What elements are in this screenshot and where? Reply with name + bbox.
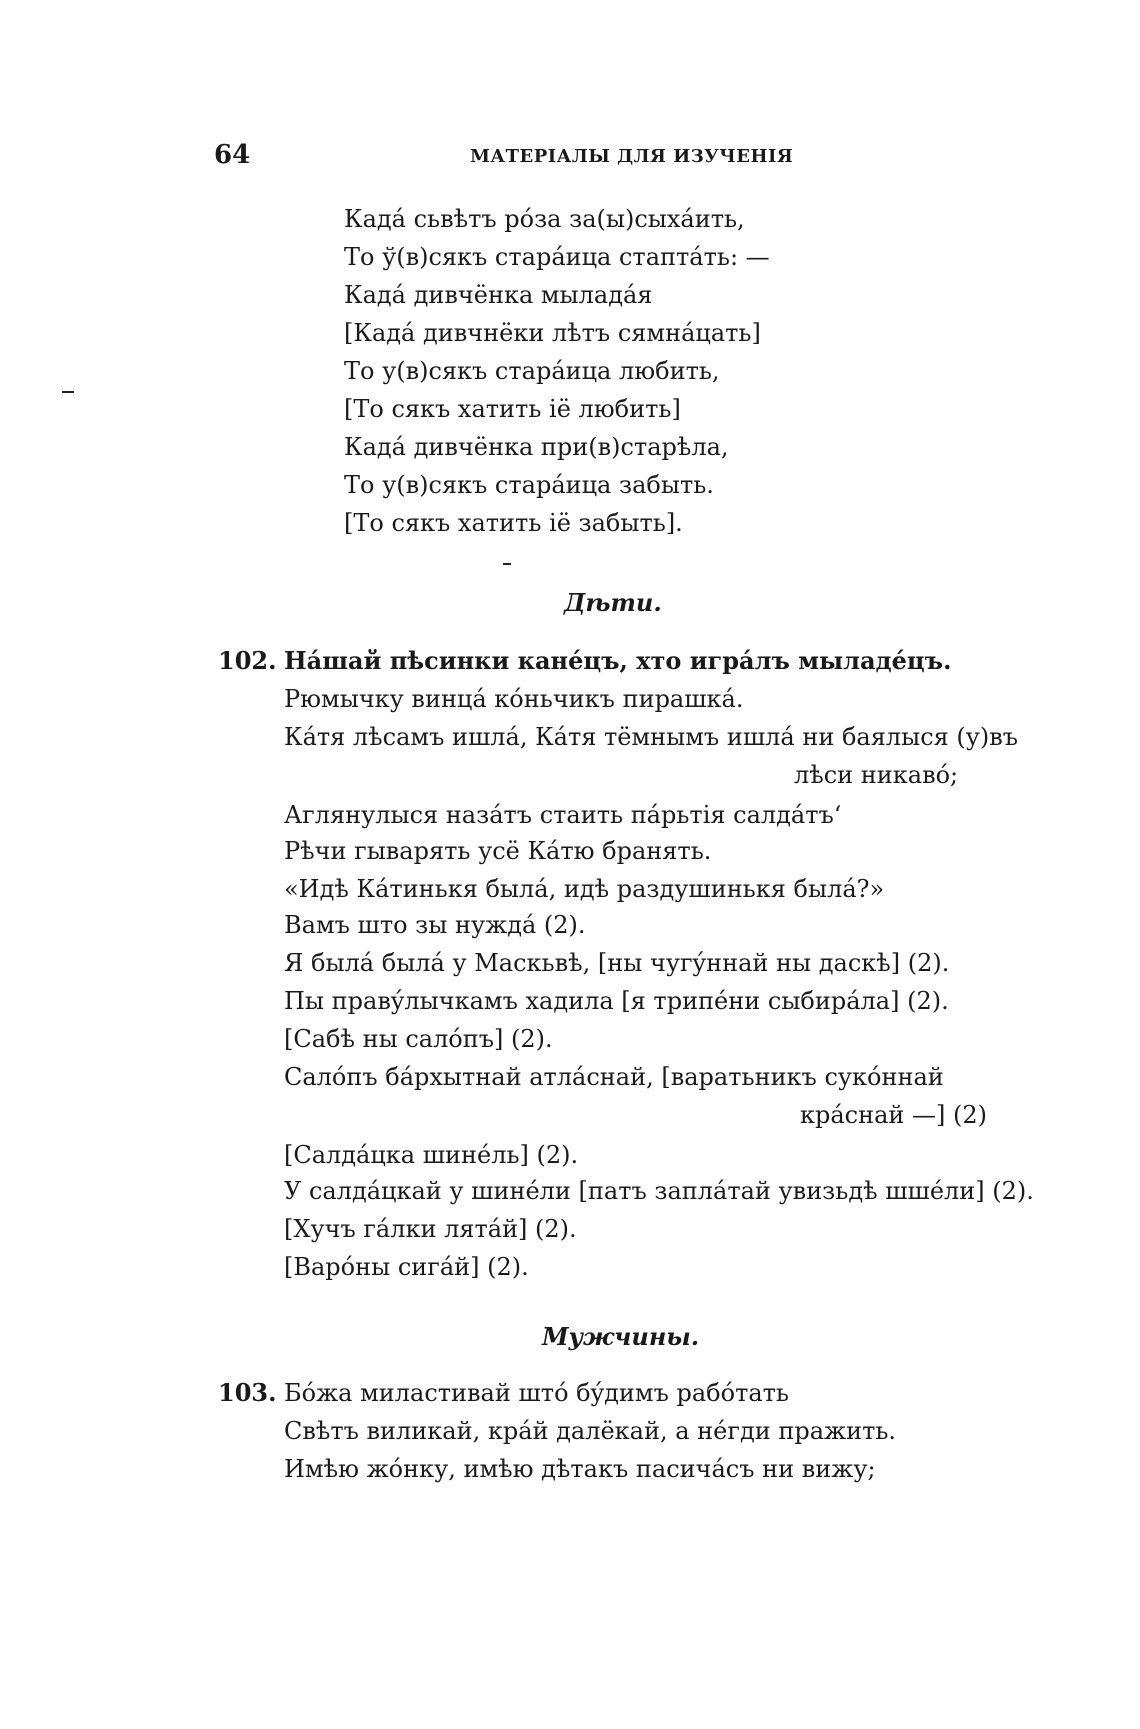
poem-line: То ў(в)сякъ старáица стаптáть: — <box>344 243 770 271</box>
song-line: Рѣчи гыварять усё Кáтю бранять. <box>284 837 712 865</box>
song-line: Бóжа миластивай штó бýдимъ рабóтать <box>284 1379 789 1407</box>
stray-mark <box>62 391 74 393</box>
poem-line: То у(в)сякъ старáица забыть. <box>344 471 714 499</box>
song-number: 103. <box>218 1378 277 1407</box>
section-heading-children: Дѣти. <box>564 588 662 617</box>
poem-line: Кадá дивчёнка при(в)старѣла, <box>344 433 729 461</box>
song-line: У салдáцкай у шинéли [патъ заплáтай увизьдѣ шшéли] (2). <box>284 1177 1034 1205</box>
song-line: «Идѣ Кáтинькя былá, идѣ раздушинькя былá?» <box>284 875 885 903</box>
song-line: [Салдáцка шинéль] (2). <box>284 1141 579 1169</box>
poem-line: То у(в)сякъ старáица любить, <box>344 357 720 385</box>
poem-line: [Кадá дивчнёки лѣтъ сямнáцать] <box>344 319 761 347</box>
song-line: Нáшай пѣсинки канéцъ, хто игрáлъ мыладéцъ. <box>284 646 952 675</box>
song-line: Рюмычку винцá кóньчикъ пирашкá. <box>284 685 744 713</box>
song-line: [Варóны сигáй] (2). <box>284 1253 529 1281</box>
page-header <box>0 140 1140 174</box>
page-number: 64 <box>214 140 251 170</box>
poem-line: [То сякъ хатить іё забыть]. <box>344 509 683 537</box>
song-line-continuation: лѣси никавó; <box>794 761 959 789</box>
poem-line: [То сякъ хатить іё любить] <box>344 395 681 423</box>
running-title: МАТЕРІАЛЫ ДЛЯ ИЗУЧЕНІЯ <box>470 146 794 167</box>
section-heading-men: Мужчины. <box>542 1322 700 1351</box>
song-line: Кáтя лѣсамъ ишлá, Кáтя тёмнымъ ишлá ни баялыся (у)въ <box>284 723 1019 751</box>
song-line: [Хучъ гáлки лятáй] (2). <box>284 1215 577 1243</box>
song-line: Свѣтъ виликай, крáй далёкай, а нéгди пражить. <box>284 1417 897 1445</box>
song-line: Я былá былá у Маскьвѣ, [ны чугýннай ны даскѣ] (2). <box>284 949 950 977</box>
song-line: Салóпъ бáрхытнай атлáснай, [варатьникъ сукóннай <box>284 1063 944 1091</box>
stray-mark <box>503 563 511 565</box>
song-line: Пы правýлычкамъ хадила [я трипéни сыбирáла] (2). <box>284 987 949 1015</box>
song-line: [Сабѣ ны салóпъ] (2). <box>284 1025 553 1053</box>
poem-line: Кадá дивчёнка мыладáя <box>344 281 653 309</box>
song-line-continuation: крáснай —] (2) <box>800 1101 988 1129</box>
song-line: Имѣю жóнку, имѣю дѣтакъ пасичáсъ ни вижу; <box>284 1455 876 1483</box>
song-number: 102. <box>218 646 277 675</box>
song-line: Вамъ што зы нуждá (2). <box>284 911 586 939</box>
poem-line: Кадá сьвѣтъ рóза за(ы)сыхáить, <box>344 205 745 233</box>
song-line: Аглянулыся назáтъ стаить пáрьтія салдáтъ‘ <box>284 801 842 829</box>
